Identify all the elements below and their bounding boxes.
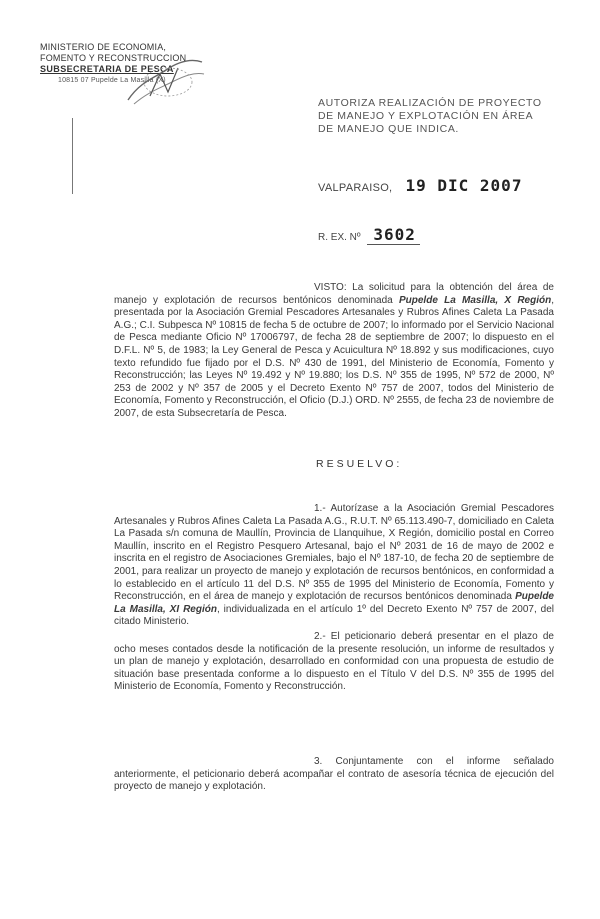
place-and-date xyxy=(318,176,522,195)
paragraph-2 xyxy=(114,631,554,694)
resolution-subject: AUTORIZA REALIZACIÓN DE PROYECTO DE MANEJO Y EXPLOTACIÓN EN ÁREA DE MANEJO QUE INDICA. xyxy=(318,97,542,135)
paragraph-1 xyxy=(114,503,554,629)
visto-paragraph xyxy=(114,282,554,421)
paragraph-1-text-2: , individualizada en el artículo 1º del Decreto Exento Nº 757 de 2007, del citado Ministerio. xyxy=(114,603,555,628)
resolution-number-value: 3602 xyxy=(367,225,420,245)
paragraph-3 xyxy=(114,756,554,794)
margin-mark xyxy=(72,118,73,194)
ministry-name: MINISTERIO DE ECONOMIA, xyxy=(40,42,167,52)
resolution-number xyxy=(318,225,420,245)
signature-stamp-icon xyxy=(120,52,210,112)
paragraph-2-text: de ocho meses contados desde la notificación de la presente resolución, un informe de resultados y un plan de manejo y explotación, desarrollado en conformidad con una propuesta de estudio de situación base presentada conforme a lo dispuesto en el Título V del D.S. Nº 355 de 1995 del Ministerio de Economía, Fomento y Reconstrucción. xyxy=(114,631,554,693)
visto-area-name: Pupelde La Masilla, X Región xyxy=(398,294,552,306)
paragraph-1-area-name: Pupelde La Masilla, XI Región xyxy=(114,591,554,615)
paragraph-1-text-1: Pescadores Artesanales y Rubros Afines Caleta La Pasada A.G., R.U.T. Nº 65.113.490-7, domiciliado en Caleta La Pasada s/n comuna de Maullín, Provincia de Llanquihue, X Región, domicilio postal en Correo Maullín, inscrito en el Registro Pesquero Artesanal, bajo el Nº 2031 de 16 de mayo de 2002 e inscrita en el registro de Asociaciones Gremiales, bajo el Nº 187-10, de fecha 20 de septiembre de 2001, para realizar un proyecto de manejo y explotación de recursos bentónicos, en conformidad a lo establecido en el artículo 11 del D.S. Nº 355 de 1995 del Ministerio de Economía, Fomento y Reconstrucción, en el área de manejo y explotación de recursos bentónicos denominada xyxy=(114,503,554,603)
visto-text-2: , presentada por la Asociación Gremial Pescadores Artesanales y Rubros Afines Caleta La Pasada A.G.; C.I. Subpesca Nº 10815 de fecha 5 de octubre de 2007; lo informado por el Servicio Nacional de Pesca mediante Oficio Nº 17006797, de fecha 28 de septiembre de 2007; lo dispuesto en el D.F.L. Nº 5, de 1983; la Ley General de Pesca y Acuicultura Nº 18.892 y sus modificaciones, cuyo texto refundido fue fijado por el D.S. Nº 430 de 1991, del Ministerio de Economía, Fomento y Reconstrucción; las Leyes Nº 19.492 y Nº 19.880; los D.S. Nº 355 de 1995, Nº 572 de 2000, Nº 253 de 2002 y Nº 357 de 2005 y el Decreto Exento Nº 757 de 2007, todos del Ministerio de Economía, Fomento y Reconstrucción, el Oficio (D.J.) ORD. Nº 2555, de fecha 23 de noviembre de 2007, de esta Subsecretaría de Pesca. xyxy=(114,294,554,419)
place: VALPARAISO, xyxy=(318,182,393,194)
resolution-number-label: R. EX. Nº xyxy=(318,232,361,243)
paragraph-1-lead: 1.- Autorízase a la Asociación Gremial xyxy=(314,503,496,514)
undersecretariat-name: SUBSECRETARIA DE PESCA xyxy=(40,64,174,74)
paragraph-3-text: anteriormente, el peticionario deberá acompañar el contrato de asesoría técnica de ejecución del proyecto de manejo y explotación. xyxy=(114,768,554,793)
date-stamp: 19 DIC 2007 xyxy=(405,176,523,195)
paragraph-2-lead: 2.- El peticionario deberá presentar en el plazo xyxy=(314,631,538,642)
reference-note: 10815 07 Pupelde La Masilla (X) xyxy=(58,77,166,84)
ministry-name-continued: FOMENTO Y RECONSTRUCCION xyxy=(40,53,187,63)
resuelvo-heading: RESUELVO: xyxy=(316,458,403,470)
paragraph-3-lead: 3. Conjuntamente con el informe señalado xyxy=(314,756,554,767)
visto-text-1: La solicitud para la obtención del área de manejo y explotación de recursos bentónicos denominada xyxy=(114,282,554,306)
visto-label: VISTO: xyxy=(314,282,347,293)
